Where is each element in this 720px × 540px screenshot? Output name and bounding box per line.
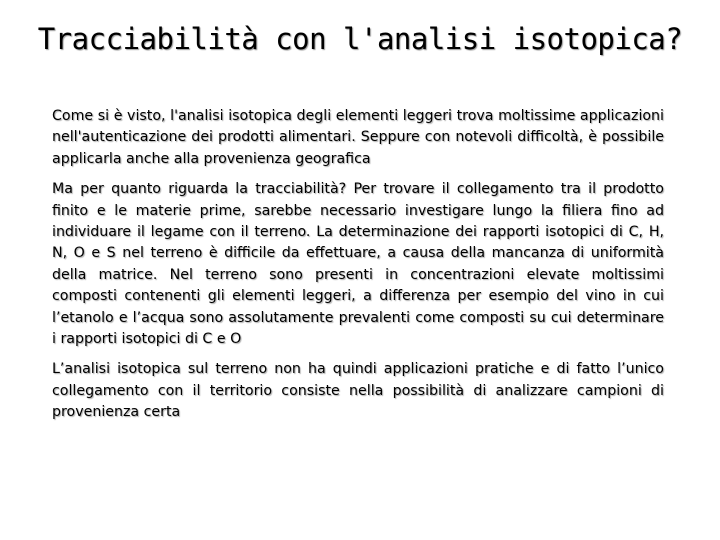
paragraph-traceability: Ma per quanto riguarda la tracciabilità? Per trovare il collegamento tra il prodotto finito e le materie prime, sarebbe necessario investigare lungo la filiera fino ad individuare il legame con il terreno. La determinazione dei rapporti isotopici di C, H, N, O e S nel terreno è difficile da effettuare, a causa della mancanza di uniformità della matrice. Nel terreno sono presenti in concentrazioni elevate moltissimi composti contenenti gli elementi leggeri, a differenza per esempio del vino in cui l’etanolo e l’acqua sono assolutamente prevalenti come composti su cui determinare i rapporti isotopici di C e O	[52, 181, 664, 348]
slide-body	[52, 106, 664, 433]
paragraph-intro: Come si è visto, l'analisi isotopica degli elementi leggeri trova moltissime applicazioni nell'autenticazione dei prodotti alimentari. Seppure con notevoli difficoltà, è possibile applicarla anche alla provenienza geografica	[52, 108, 664, 167]
paragraph-conclusion: L’analisi isotopica sul terreno non ha quindi applicazioni pratiche e di fatto l’unico collegamento con il territorio consiste nella possibilità di analizzare campioni di provenienza certa	[52, 361, 664, 421]
slide-title: Tracciabilità con l'analisi isotopica?	[37, 22, 683, 56]
